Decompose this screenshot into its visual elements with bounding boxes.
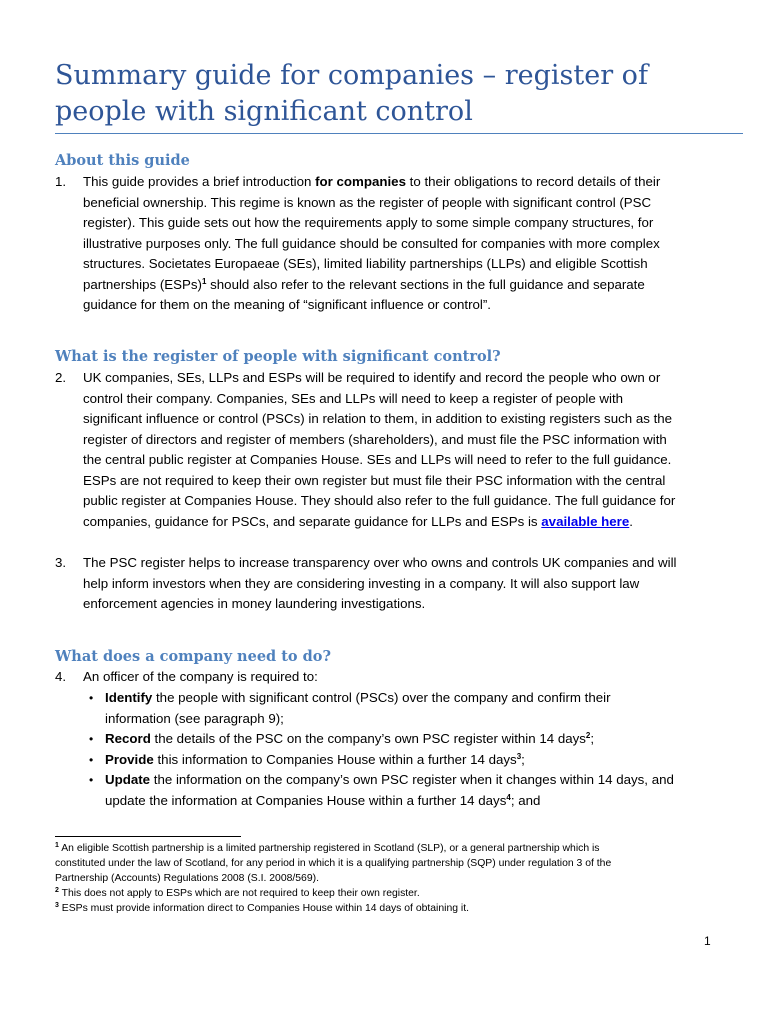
footnote-ref[interactable]: 2: [585, 731, 591, 740]
paragraph-2: [55, 368, 725, 532]
text-line: control their company. Companies, SEs and LLPs will need to keep a register of people with: [83, 390, 624, 406]
paragraph-4: [55, 667, 725, 688]
footnote-2: $^2$ This does not apply to ESPs which are not required to keep their own register.: [55, 887, 420, 899]
footnotes: [55, 841, 725, 916]
text-line: companies, guidance for PSCs, and separate guidance for LLPs and ESPs is available here.: [83, 513, 633, 529]
text-line: the central public register at Companies House. SEs and LLPs will need to refer to the full guidance.: [83, 452, 672, 467]
title-line: people with significant control: [55, 96, 473, 127]
text-line: This guide provides a brief introduction for companies to their obligations to record details of their: [83, 174, 661, 189]
bullet-icon: •: [89, 732, 94, 746]
emphasis: for companies: [315, 174, 406, 189]
footnote-ref[interactable]: 3: [516, 751, 522, 761]
text-line: ESPs are not required to keep their own register but must file their PSC information with the central: [83, 472, 666, 488]
list-item: • Record the details of the PSC on the company’s own PSC register within 14 days$^2$;: [83, 729, 723, 750]
paragraph-number: 2.: [55, 370, 67, 385]
section-heading-about: About this guide: [55, 152, 190, 169]
text-line: illustrative purposes only. The full guidance should be consulted for companies with more complex: [83, 235, 660, 251]
list-item: • Identify the people with significant control (PSCs) over the company and confirm their information (see paragraph 9);: [89, 690, 611, 726]
text-line: The PSC register helps to increase transparency over who owns and controls UK companies and will: [83, 555, 677, 570]
text-line: UK companies, SEs, LLPs and ESPs will be required to identify and record the people who own or: [83, 370, 661, 385]
page-title: [55, 58, 745, 130]
paragraph-1: [55, 172, 725, 316]
footnote-3: $^3$ ESPs must provide information direct to Companies House within 14 days of obtaining it.: [55, 902, 469, 914]
bullet-icon: •: [89, 691, 94, 705]
footnote-ref[interactable]: 1: [201, 276, 207, 286]
available-here-link[interactable]: available here: [541, 513, 630, 529]
section-heading-what-does: What does a company need to do?: [55, 648, 331, 665]
text-line: An officer of the company is required to:: [83, 669, 318, 684]
footnote-1-cont: Partnership (Accounts) Regulations 2008 (S.I. 2008/569).: [55, 873, 319, 884]
text-line: structures. Societates Europaeae (SEs), limited liability partnerships (LLPs) and eligible Scottish: [83, 256, 648, 271]
text-line: enforcement agencies in money laundering investigations.: [83, 596, 426, 611]
text-line: register). This guide sets out how the requirements apply to some simple company structures, for: [83, 215, 654, 230]
requirements-list: [83, 688, 723, 811]
text-line: guidance for them on the meaning of “significant influence or control”.: [83, 297, 492, 312]
text-line: significant influence or control (PSCs) in relation to them, in addition to existing registers such as the: [83, 411, 673, 426]
paragraph-number: 1.: [55, 174, 67, 189]
bullet-icon: •: [89, 773, 94, 787]
paragraph-3: [55, 553, 725, 615]
bullet-icon: •: [89, 752, 94, 767]
footnote-1-cont: constituted under the law of Scotland, for any period in which it is a qualifying partnership (SQP) under regulation 3 of the: [55, 858, 612, 869]
text-line: help inform investors when they are considering investing in a company. It will also support law: [83, 575, 640, 591]
list-item: • Update the information on the company’s own PSC register when it changes within 14 days, and update the information at Companies House within a further 14 days$^4$; and: [89, 772, 674, 808]
title-line: Summary guide for companies – register of: [55, 60, 648, 91]
paragraph-number: 3.: [55, 555, 67, 570]
text-line: public register at Companies House. They should also refer to the full guidance. The full guidance for: [83, 493, 676, 508]
title-underline: [55, 133, 743, 134]
footnote-1: $^1$ An eligible Scottish partnership is a limited partnership registered in Scotland (SLP), or a general partnership which is: [55, 842, 600, 854]
section-heading-what-is: What is the register of people with significant control?: [55, 348, 501, 365]
text-line: beneficial ownership. This regime is known as the register of people with significant control (PSC: [83, 194, 652, 210]
text-line: partnerships (ESPs)$^1$ should also refer to the relevant sections in the full guidance and separate: [83, 276, 645, 292]
list-item: • Provide this information to Companies House within a further 14 days$^3$;: [83, 750, 723, 771]
footnote-separator: [55, 836, 241, 837]
paragraph-number: 4.: [55, 669, 67, 684]
page-number: 1: [704, 934, 711, 948]
text-line: register of directors and register of members (shareholders), and must file the PSC information with: [83, 431, 667, 447]
footnote-ref[interactable]: 4: [506, 792, 511, 802]
